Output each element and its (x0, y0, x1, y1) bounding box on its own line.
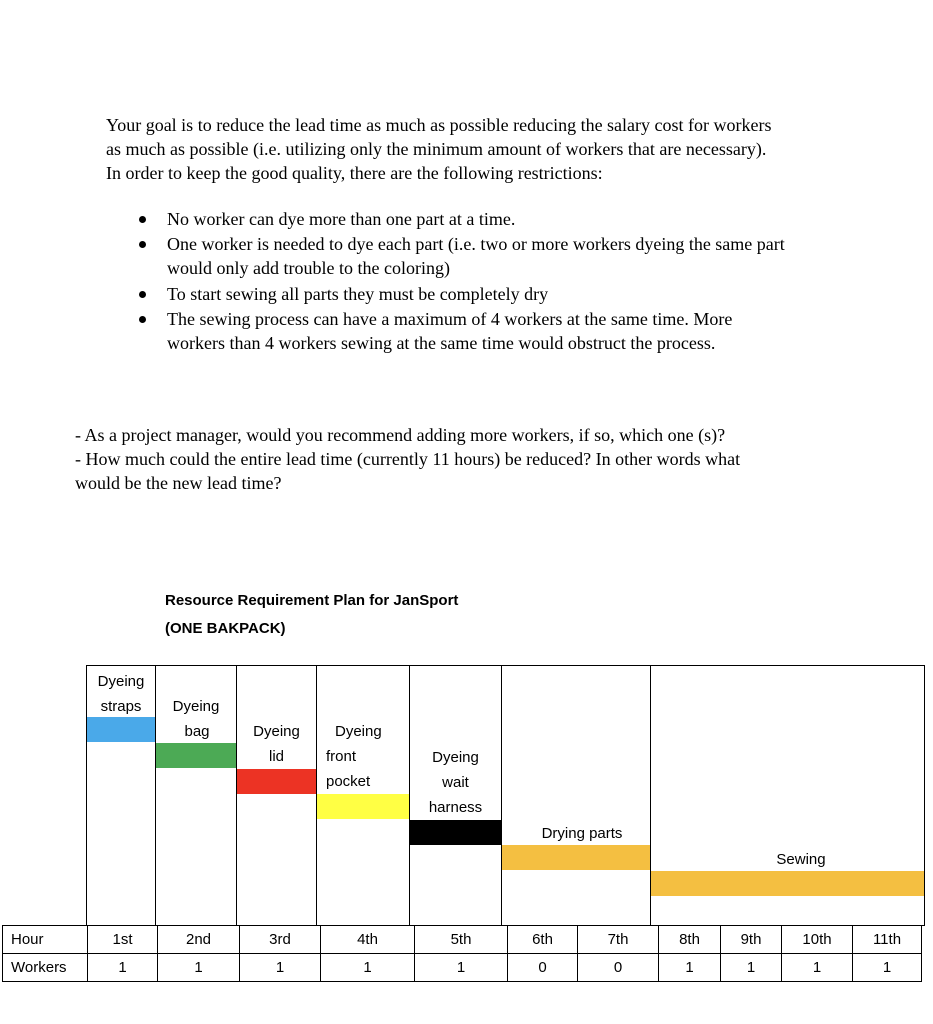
hour-cell: 8th (659, 926, 721, 954)
hour-cell: 1st (88, 926, 158, 954)
workers-cell: 1 (415, 954, 508, 982)
bullet-icon (139, 316, 146, 323)
bullet-icon (139, 241, 146, 248)
bar-sewing (651, 871, 924, 896)
task-label-dyeing-straps: Dyeing straps (97, 673, 145, 715)
question-line: - How much could the entire lead time (currently 11 hours) be reduced? In other words what (75, 449, 741, 469)
workers-cell: 1 (721, 954, 782, 982)
hour-cell: 7th (578, 926, 659, 954)
restriction-line: would only add trouble to the coloring) (167, 258, 450, 278)
workers-cell: 0 (508, 954, 578, 982)
restriction-line: One worker is needed to dye each part (i.e. two or more workers dyeing the same part (167, 234, 785, 254)
workers-cell: 1 (659, 954, 721, 982)
hour-cell: 3rd (240, 926, 321, 954)
hour-cell: 9th (721, 926, 782, 954)
hour-workers-table (2, 925, 922, 982)
restriction-line: The sewing process can have a maximum of 4 workers at the same time. More (167, 309, 733, 329)
task-label-dyeing-front-pocket: Dyeing front pocket (326, 723, 382, 790)
hour-row (3, 926, 922, 954)
workers-header: Workers (3, 954, 88, 982)
hour-cell: 6th (508, 926, 578, 954)
workers-row (3, 954, 922, 982)
questions-paragraph (75, 423, 740, 495)
workers-cell: 1 (88, 954, 158, 982)
hour-cell: 10th (782, 926, 853, 954)
gantt-divider (236, 665, 237, 926)
hour-cell: 5th (415, 926, 508, 954)
task-label-dyeing-wait-harness: Dyeing wait harness (428, 749, 483, 816)
question-line: - As a project manager, would you recommend adding more workers, if so, which one (s)? (75, 425, 726, 445)
gantt-divider (501, 665, 502, 926)
bar-dyeing-wait-harness (410, 820, 501, 845)
intro-line: Your goal is to reduce the lead time as much as possible reducing the salary cost for workers (106, 115, 772, 135)
task-label-dyeing-lid: Dyeing lid (253, 723, 300, 765)
task-label-drying-parts: Drying parts (541, 825, 623, 842)
bar-dyeing-bag (156, 743, 236, 768)
intro-line: as much as possible (i.e. utilizing only the minimum amount of workers that are necessary). (106, 139, 767, 159)
task-label-sewing: Sewing (776, 851, 826, 868)
bullet-icon (139, 216, 146, 223)
workers-cell: 1 (853, 954, 922, 982)
intro-paragraph (106, 113, 772, 185)
workers-cell: 1 (782, 954, 853, 982)
chart-subtitle: (ONE BAKPACK) (165, 620, 286, 637)
workers-cell: 1 (240, 954, 321, 982)
hour-cell: 4th (321, 926, 415, 954)
hour-cell: 11th (853, 926, 922, 954)
bar-dyeing-straps (87, 717, 155, 742)
restriction-line: To start sewing all parts they must be completely dry (167, 284, 549, 304)
bar-dyeing-front-pocket (317, 794, 409, 819)
workers-cell: 1 (158, 954, 240, 982)
workers-cell: 0 (578, 954, 659, 982)
restriction-line: No worker can dye more than one part at a time. (167, 209, 516, 229)
question-line: would be the new lead time? (75, 473, 282, 493)
task-label-dyeing-bag: Dyeing bag (172, 698, 220, 740)
workers-cell: 1 (321, 954, 415, 982)
bar-drying-parts (502, 845, 650, 870)
restriction-line: workers than 4 workers sewing at the same time would obstruct the process. (167, 333, 716, 353)
bullet-icon (139, 291, 146, 298)
hour-header: Hour (3, 926, 88, 954)
bar-dyeing-lid (237, 769, 316, 794)
chart-title: Resource Requirement Plan for JanSport (165, 592, 459, 609)
hour-cell: 2nd (158, 926, 240, 954)
intro-line: In order to keep the good quality, there are the following restrictions: (106, 163, 603, 183)
